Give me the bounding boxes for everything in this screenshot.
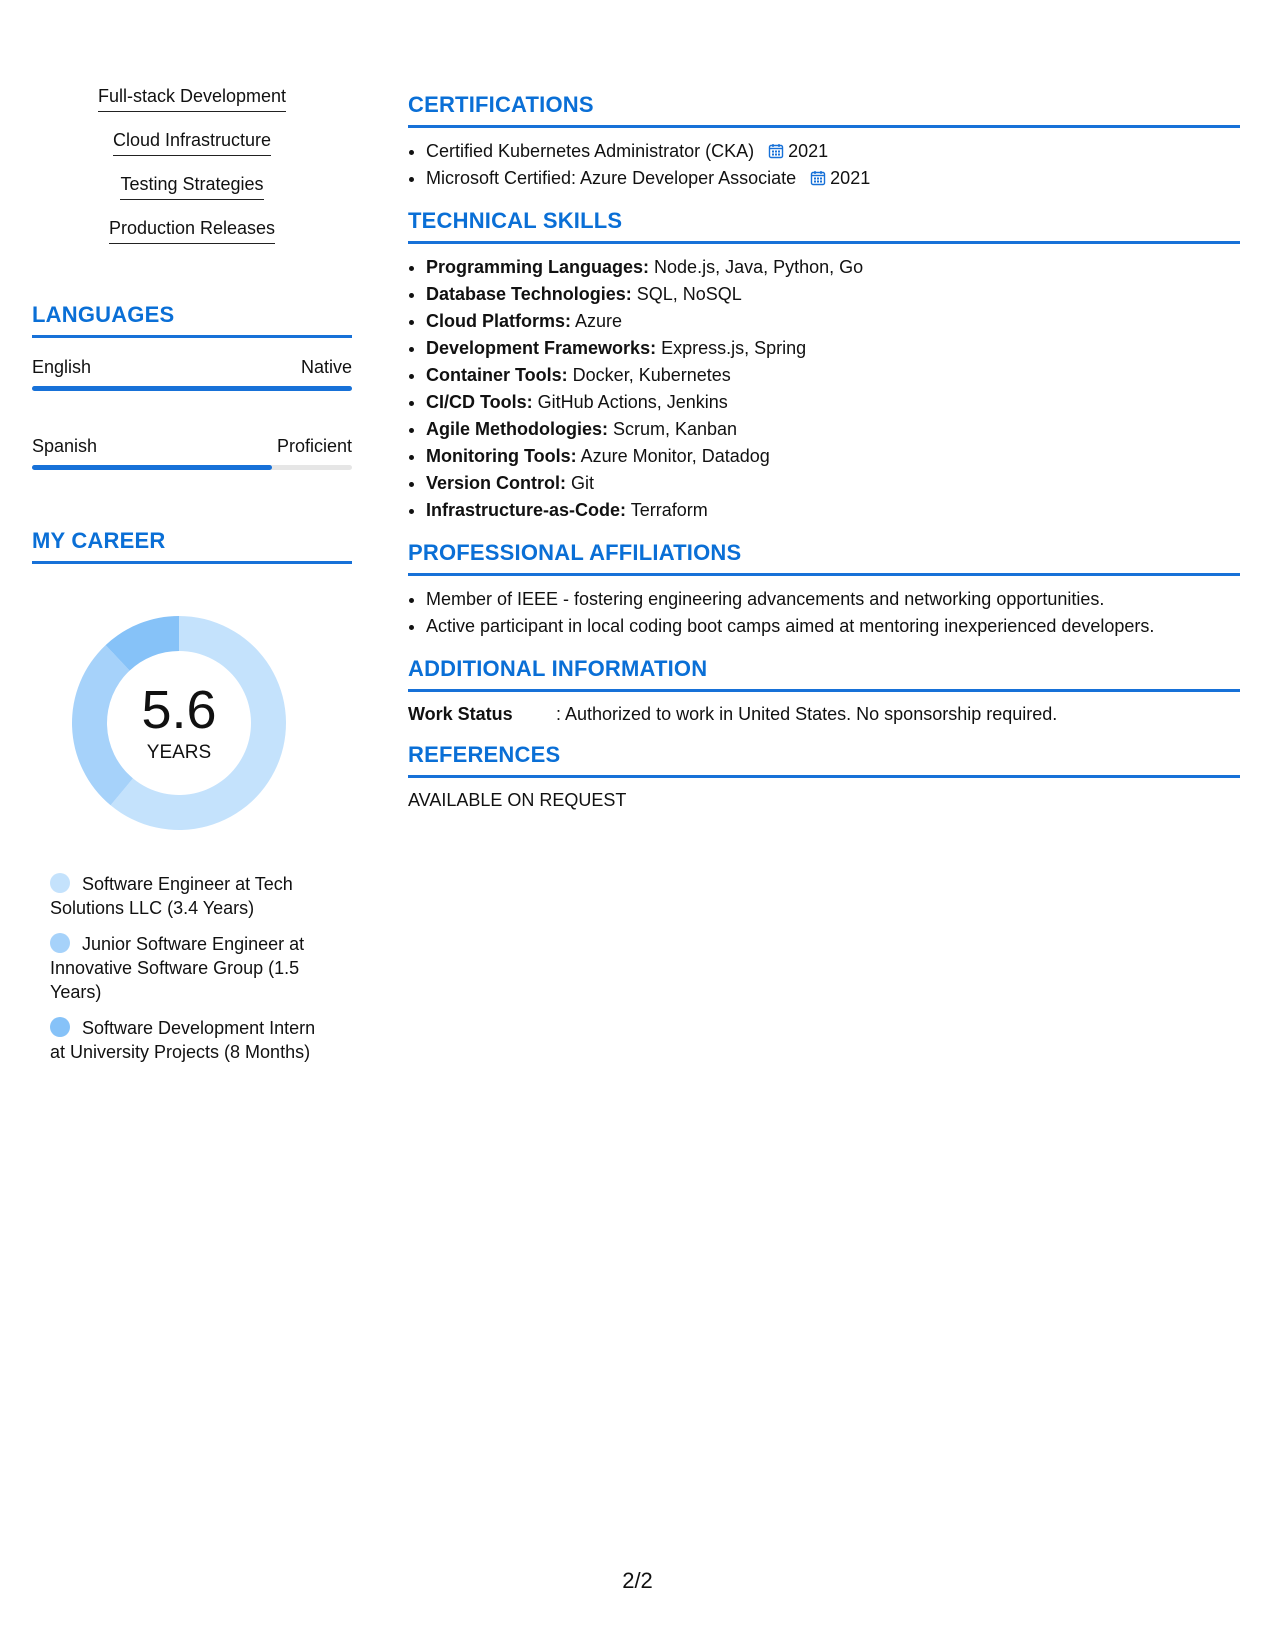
languages-section — [32, 302, 352, 470]
skill-key: Cloud Platforms: — [426, 311, 572, 331]
references-title: REFERENCES — [408, 742, 1240, 778]
language-level: Proficient — [276, 436, 352, 456]
skill-key: Monitoring Tools: — [426, 446, 577, 466]
certification-year: 2021 — [788, 141, 829, 161]
additional-info-section — [408, 656, 1240, 726]
affiliation-item: • Active participant in local coding boot camps aimed at mentoring inexperienced developers. — [426, 613, 1240, 640]
career-title: MY CAREER — [32, 528, 352, 564]
language-level-bar — [32, 465, 352, 470]
affiliations-section — [408, 540, 1240, 640]
skill-item — [426, 443, 1240, 470]
skill-item — [426, 470, 1240, 497]
career-role-label: Software Development Intern at University Projects (8 Months) — [50, 1018, 316, 1062]
legend-dot-icon — [50, 933, 70, 953]
skill-item — [426, 335, 1240, 362]
certification-year: 2021 — [830, 168, 871, 188]
skill-item — [426, 362, 1240, 389]
calendar-icon — [768, 143, 784, 159]
affiliation-item: • Member of IEEE - fostering engineering advancements and networking opportunities. — [426, 586, 1240, 613]
skill-value: Node.js, Java, Python, Go — [649, 257, 864, 277]
certifications-section — [408, 92, 1240, 192]
legend-dot-icon — [50, 873, 70, 893]
career-legend-item — [50, 932, 320, 1004]
language-row — [32, 435, 352, 470]
technical-skills-title: TECHNICAL SKILLS — [408, 208, 1240, 244]
calendar-icon — [810, 170, 826, 186]
skill-key: CI/CD Tools: — [426, 392, 533, 412]
certification-name: Microsoft Certified: Azure Developer Associate — [426, 168, 797, 188]
languages-title: LANGUAGES — [32, 302, 352, 338]
certifications-title: CERTIFICATIONS — [408, 92, 1240, 128]
language-level: Native — [300, 357, 352, 377]
career-role-label: Junior Software Engineer at Innovative Software Group (1.5 Years) — [50, 934, 305, 1002]
strength-item: Full-stack Development — [98, 86, 286, 112]
work-status-value: : Authorized to work in United States. No sponsorship required. — [556, 704, 1058, 724]
skill-key: Development Frameworks: — [426, 338, 657, 358]
career-legend-item — [50, 872, 320, 920]
strengths-list — [32, 86, 352, 262]
skill-value: Scrum, Kanban — [608, 419, 738, 439]
page-number: 2/2 — [622, 1568, 653, 1593]
skill-item — [426, 308, 1240, 335]
skill-value: Azure — [571, 311, 623, 331]
skill-item — [426, 416, 1240, 443]
skill-key: Container Tools: — [426, 365, 568, 385]
skill-value: Git — [566, 473, 595, 493]
work-status-key: Work Status — [408, 704, 513, 724]
certification-item — [426, 138, 1240, 165]
technical-skills-section — [408, 208, 1240, 524]
certification-item — [426, 165, 1240, 192]
skill-item — [426, 389, 1240, 416]
skill-key: Agile Methodologies: — [426, 419, 608, 439]
career-donut-chart — [64, 608, 294, 838]
language-name: English — [32, 357, 92, 377]
language-level-fill — [32, 465, 272, 470]
skill-key: Infrastructure-as-Code: — [426, 500, 627, 520]
skill-value: Terraform — [626, 500, 708, 520]
skill-key: Database Technologies: — [426, 284, 632, 304]
career-section — [32, 528, 352, 1064]
career-legend — [50, 872, 320, 1064]
certification-name: Certified Kubernetes Administrator (CKA) — [426, 141, 755, 161]
skill-value: Express.js, Spring — [656, 338, 807, 358]
additional-info-title: ADDITIONAL INFORMATION — [408, 656, 1240, 692]
career-role-label: Software Engineer at Tech Solutions LLC (3.4 Years) — [50, 874, 293, 918]
skill-item — [426, 281, 1240, 308]
skill-value: Azure Monitor, Datadog — [576, 446, 770, 466]
language-row — [32, 356, 352, 391]
language-level-fill — [32, 386, 352, 391]
left-column — [32, 86, 352, 1076]
skill-item — [426, 497, 1240, 524]
references-section — [408, 742, 1240, 811]
references-text: AVAILABLE ON REQUEST — [408, 790, 627, 810]
language-level-bar — [32, 386, 352, 391]
career-total-unit: YEARS — [146, 742, 212, 763]
skill-value: GitHub Actions, Jenkins — [532, 392, 728, 412]
legend-dot-icon — [50, 1017, 70, 1037]
career-legend-item — [50, 1016, 320, 1064]
affiliations-title: PROFESSIONAL AFFILIATIONS — [408, 540, 1240, 576]
strength-item: Cloud Infrastructure — [113, 130, 271, 156]
skill-value: Docker, Kubernetes — [567, 365, 731, 385]
strength-item: Testing Strategies — [120, 174, 263, 200]
right-column — [408, 92, 1240, 827]
language-name: Spanish — [32, 436, 98, 456]
work-status-row — [408, 702, 1240, 726]
skill-key: Version Control: — [426, 473, 567, 493]
skill-item — [426, 254, 1240, 281]
skill-key: Programming Languages: — [426, 257, 650, 277]
skill-value: SQL, NoSQL — [631, 284, 742, 304]
strength-item: Production Releases — [109, 218, 275, 244]
career-total-value: 5.6 — [141, 680, 217, 740]
